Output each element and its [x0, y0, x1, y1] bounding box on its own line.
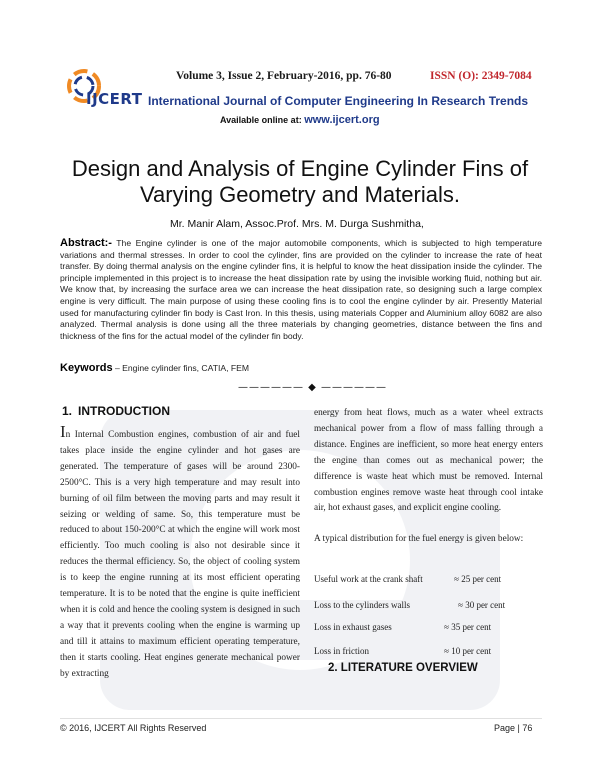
abstract-text: The Engine cylinder is one of the major automobile components, which is subjected to high temperature variations and thermal stresses. In order to cool the cylinder, fins are provided on the cylinder to increase the rate of heat transfer. By doing thermal analysis on the engine cylinder fins, it is helpful to know the heat dissipation inside the cylinder. The principle implemented in this project is to increase the heat dissipation rate by using the invisible working fluid, nothing but air. We know that, by increasing the surface area we can increase the heat dissipation rate, so designing such a large complex engine is very difficult. The main purpose of using these cooling fins is to cool the engine cylinder by air. Presently Material used for manufacturing cylinder fin body is Cast Iron. In this thesis, using materials Copper and Aluminium alloy 6082 are also analyzed. Thermal analysis is done using all the three materials by changing geometries, distance between the fins and thickness of the fins for the actual model of the cylinder fin body. — [60, 238, 542, 341]
keywords — [60, 362, 249, 374]
distribution-label: Loss to the cylinders walls — [314, 600, 410, 610]
abstract — [60, 238, 542, 342]
issn: ISSN (O): 2349-7084 — [430, 70, 532, 82]
availability-line — [220, 114, 380, 126]
list-item — [314, 622, 543, 634]
distribution-value: ≈ 30 per cent — [458, 600, 506, 610]
distribution-intro: A typical distribution for the fuel energy is given below: — [314, 534, 524, 544]
section-divider: —————— ◆ —————— — [238, 382, 388, 393]
section-title: LITERATURE OVERVIEW — [340, 662, 478, 674]
page-number: Page | 76 — [494, 723, 533, 733]
dropcap-letter: I — [60, 422, 66, 441]
left-column-text — [60, 424, 300, 683]
distribution-value: ≈ 10 per cent — [444, 646, 492, 656]
section-number: 2. — [328, 662, 338, 674]
footer-divider — [60, 718, 542, 719]
volume-line: Volume 3, Issue 2, February-2016, pp. 76-80 — [176, 70, 392, 82]
section-title: INTRODUCTION — [78, 404, 171, 418]
list-item — [314, 600, 543, 612]
paper-title: Design and Analysis of Engine Cylinder Fins of Varying Geometry and Materials. — [71, 156, 529, 207]
journal-logo — [64, 68, 154, 118]
journal-url-link[interactable]: www.ijcert.org — [304, 114, 380, 126]
intro-paragraph-right: energy from heat flows, much as a water wheel extracts mechanical power from a flow of mass falling through a distance. Engines are inefficient, so more heat energy enters the engine than comes out as mechanical power; the difference is waste heat which must be removed. Internal combustion engines remove waste heat through cool intake air, hot exhaust gases, and explicit engine cooling. — [314, 408, 543, 514]
intro-paragraph-left: n Internal Combustion engines, combustion of air and fuel takes place inside the engine cylinder and hot gases are generated. The temperature of gases will be around 2300-2500°C. This is a very high temperature and may result into burning of oil film between the moving parts and may result it seizing or welding of same. So, this temperature must be reduced to about 150-200°C at which the engine will work most efficiently. Too much cooling is also not desirable since it reduces the thermal efficiency. So, the object of cooling system is to keep the engine running at its most efficient operating temperature. It is to be noted that the engine is quite inefficient when it is cold and hence the cooling system is designed in such a way that it prevents cooling when the engine is warming up and till it attains to maximum efficient operating temperature, then it starts cooling. Heat engines generate mechanical power by extracting — [60, 430, 300, 679]
authors: Mr. Manir Alam, Assoc.Prof. Mrs. M. Durga Sushmitha, — [170, 218, 424, 230]
section-heading-introduction — [62, 404, 170, 418]
distribution-label: Loss in friction — [314, 646, 369, 656]
keywords-label: Keywords — [60, 362, 113, 374]
available-label: Available online at: — [220, 115, 305, 125]
distribution-value: ≈ 35 per cent — [444, 622, 492, 632]
distribution-label: Loss in exhaust gases — [314, 622, 392, 632]
distribution-value: ≈ 25 per cent — [454, 574, 502, 584]
keywords-text: – Engine cylinder fins, CATIA, FEM — [112, 363, 250, 373]
section-heading-literature — [328, 662, 478, 674]
logo-text: IJCERT — [86, 90, 143, 108]
list-item — [314, 574, 543, 586]
distribution-label: Useful work at the crank shaft — [314, 574, 423, 584]
right-column-text — [314, 406, 543, 517]
abstract-label: Abstract:- — [60, 237, 112, 249]
copyright: © 2016, IJCERT All Rights Reserved — [60, 723, 207, 733]
section-number: 1. — [62, 404, 73, 418]
list-item — [314, 646, 543, 658]
journal-name: International Journal of Computer Engineering In Research Trends — [148, 94, 529, 108]
